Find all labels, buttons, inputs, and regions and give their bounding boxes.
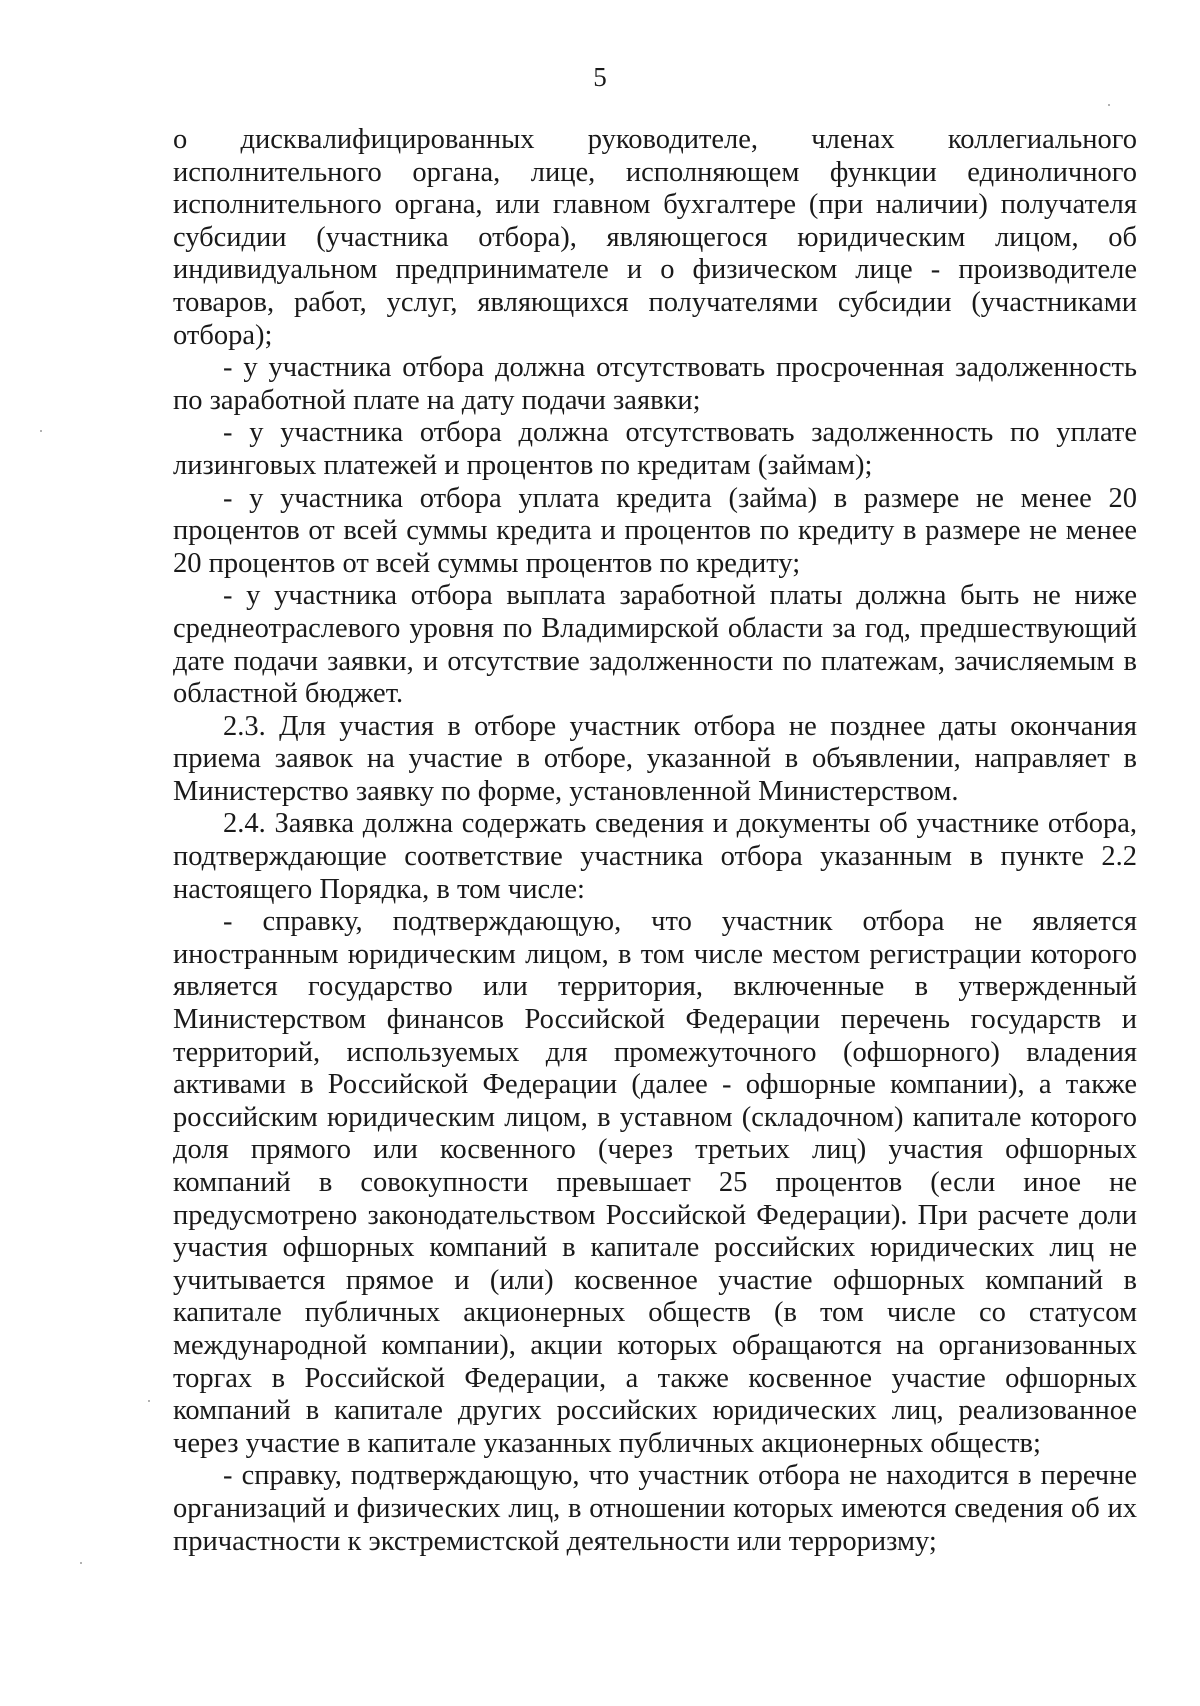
scan-speck	[148, 1400, 150, 1402]
paragraph-clause-2-4: 2.4. Заявка должна содержать сведения и документы об участнике отбора, подтверждающие соответствие участника отбора указанным в пункте 2.2 настоящего Порядка, в том числе:	[173, 808, 1137, 905]
scan-speck	[1108, 104, 1110, 106]
document-body	[173, 124, 1137, 1558]
paragraph-loan-repayment: - у участника отбора уплата кредита (займа) в размере не менее 20 процентов от всей суммы кредита и процентов по кредиту в размере не менее 20 процентов от всей суммы процентов по кредиту;	[173, 482, 1137, 579]
scan-speck	[80, 1562, 82, 1564]
page-number: 5	[593, 62, 607, 92]
paragraph-no-wage-arrears: - у участника отбора должна отсутствовать просроченная задолженность по заработной плате на дату подачи заявки;	[173, 352, 1137, 416]
paragraph-no-leasing-debt: - у участника отбора должна отсутствовать задолженность по уплате лизинговых платежей и процентов по кредитам (займам);	[173, 417, 1137, 481]
paragraph-offshore-certificate: - справку, подтверждающую, что участник отбора не является иностранным юридическим лицом, в том числе местом регистрации которого является государство или территория, включенные в утвержденный Министерством финансов Российской Федерации перечень государств и территорий, используемых для промежуточного (офшорного) владения активами в Российской Федерации (далее - офшорные компании), а также российским юридическим лицом, в уставном (складочном) капитале которого доля прямого или косвенного (через третьих лиц) участия офшорных компаний в совокупности превышает 25 процентов (если иное не предусмотрено законодательством Российской Федерации). При расчете доли участия офшорных компаний в капитале российских юридических лиц не учитывается прямое и (или) косвенное участие офшорных компаний в капитале публичных акционерных обществ (в том числе со статусом международной компании), акции которых обращаются на организованных торгах в Российской Федерации, а также косвенное участие офшорных компаний в капитале других российских юридических лиц, реализованное через участие в капитале указанных публичных акционерных обществ;	[173, 906, 1137, 1459]
paragraph-extremism-certificate: - справку, подтверждающую, что участник отбора не находится в перечне организаций и физических лиц, в отношении которых имеются сведения об их причастности к экстремистской деятельности или терроризму;	[173, 1460, 1137, 1557]
scan-speck	[40, 430, 42, 432]
paragraph-disqualified-persons: о дисквалифицированных руководителе, членах коллегиального исполнительного органа, лице, исполняющем функции единоличного исполнительного органа, или главном бухгалтере (при наличии) получателя субсидии (участника отбора), являющегося юридическим лицом, об индивидуальном предпринимателе и о физическом лице - производителе товаров, работ, услуг, являющихся получателями субсидии (участниками отбора);	[173, 124, 1137, 351]
paragraph-average-wage: - у участника отбора выплата заработной платы должна быть не ниже среднеотраслевого уровня по Владимирской области за год, предшествующий дате подачи заявки, и отсутствие задолженности по платежам, зачисляемым в областной бюджет.	[173, 580, 1137, 710]
paragraph-clause-2-3: 2.3. Для участия в отборе участник отбора не позднее даты окончания приема заявок на участие в отборе, указанной в объявлении, направляет в Министерство заявку по форме, установленной Министерством.	[173, 710, 1137, 807]
